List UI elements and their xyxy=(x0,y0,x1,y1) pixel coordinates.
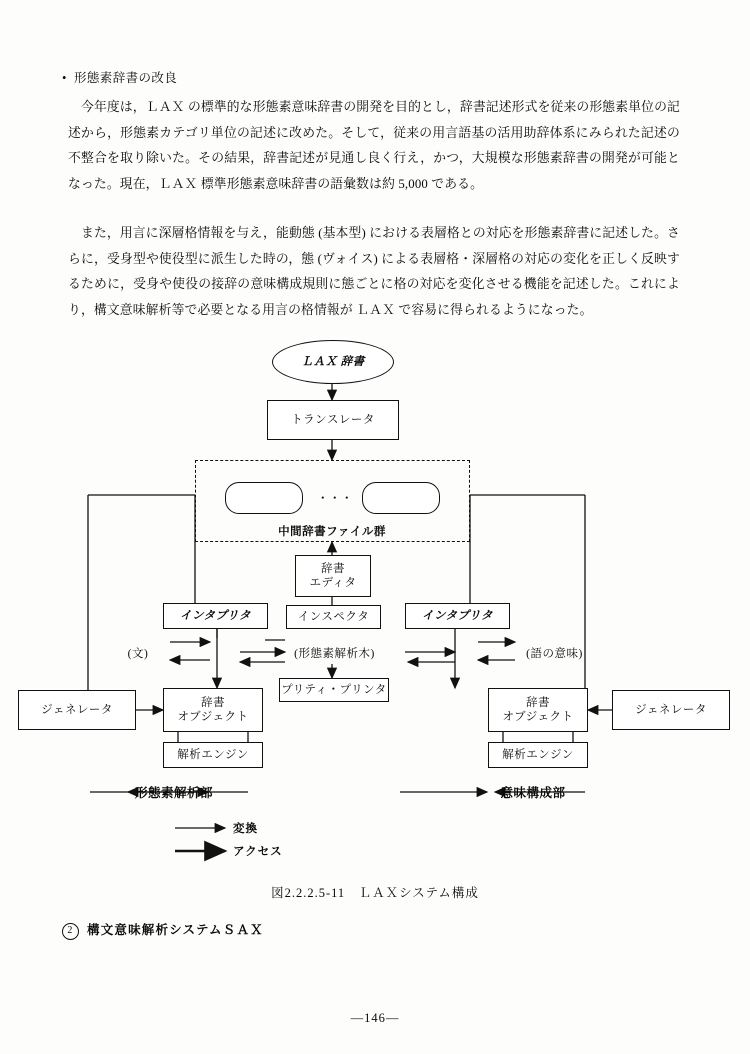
bullet-dot-icon: • xyxy=(62,71,67,85)
node-dictionary-editor-label-1: 辞書 xyxy=(321,563,345,575)
node-pretty-printer-label: プリティ・プリンタ xyxy=(281,684,387,696)
paragraph-1 xyxy=(68,95,680,197)
section-heading xyxy=(62,920,264,940)
node-generator-left xyxy=(18,690,136,730)
label-word-meaning: (語の意味) xyxy=(526,648,583,660)
node-inspector-label: インスペクタ xyxy=(297,611,370,623)
node-analysis-engine-left-label: 解析エンジン xyxy=(177,749,249,761)
node-dictionary-object-left-label-2: オブジェクト xyxy=(177,711,249,723)
label-sentence: (文) xyxy=(127,648,149,660)
intermediate-file-group-label: 中間辞書ファイル群 xyxy=(278,526,386,538)
section-number: 2 xyxy=(62,923,79,940)
label-section-morphology: 形態素解析部 xyxy=(134,786,213,800)
node-generator-left-label: ジェネレータ xyxy=(41,704,113,716)
node-analysis-engine-right xyxy=(488,742,588,768)
node-inspector xyxy=(286,605,381,629)
node-dictionary-object-right xyxy=(488,688,588,732)
legend-access: アクセス xyxy=(233,846,283,858)
node-interpreter-left-label: インタプリタ xyxy=(179,610,252,622)
label-section-semantics: 意味構成部 xyxy=(500,786,566,800)
node-dictionary-editor-label-2: エディタ xyxy=(309,577,357,589)
intermediate-files-ellipsis: ・・・ xyxy=(317,493,353,505)
node-analysis-engine-right-label: 解析エンジン xyxy=(502,749,574,761)
label-morph-tree: (形態素解析木) xyxy=(294,648,375,660)
node-lax-dictionary xyxy=(272,340,394,384)
node-analysis-engine-left xyxy=(163,742,263,768)
node-dictionary-object-right-label-1: 辞書 xyxy=(526,697,550,709)
node-translator-label: トランスレータ xyxy=(291,414,375,426)
paragraph-1-text: 今年度は，ＬＡＸ の標準的な形態素意味辞書の開発を目的とし，辞書記述形式を従来の形態素単位の記述から，形態素カテゴリ単位の記述に改めた。そして，従来の用言語基の活用助辞体系にみられた記述の不整合を取り除いた。その結果，辞書記述が見通し良く行え，かつ，大規模な形態素辞書の開発が可能となった。現在，ＬＡＸ 標準形態素意味辞書の語彙数は約 5,000 である。 xyxy=(68,100,680,191)
legend-conversion: 変換 xyxy=(233,823,258,835)
system-architecture-figure xyxy=(0,320,750,900)
node-interpreter-right xyxy=(405,603,510,629)
node-generator-right xyxy=(612,690,730,730)
bullet-heading-label: 形態素辞書の改良 xyxy=(74,71,178,85)
node-dictionary-editor xyxy=(295,555,371,597)
node-lax-dictionary-label: ＬＡＸ 辞書 xyxy=(301,356,365,368)
paragraph-2 xyxy=(68,221,680,323)
bullet-heading xyxy=(62,68,177,86)
node-dictionary-object-left-label-1: 辞書 xyxy=(201,697,225,709)
page-number: —146— xyxy=(350,1011,400,1025)
node-interpreter-right-label: インタプリタ xyxy=(421,610,494,622)
paragraph-2-text: また，用言に深層格情報を与え，能動態 (基本型) における表層格との対応を形態素辞書に記述した。さらに，受身型や使役型に派生した時の，態 (ヴォイス) による表層格・深層格の対応の変化を正しく反映するために，受身や使役の接辞の意味構成規則に態ごとに格の対応を変化させる機能を記述した。これにより，構文意味解析等で必要となる用言の格情報が ＬＡＸ で容易に得られるようになった。 xyxy=(68,226,680,317)
section-title: 構文意味解析システムＳＡＸ xyxy=(87,923,264,937)
node-dictionary-object-right-label-2: オブジェクト xyxy=(502,711,574,723)
figure-caption: 図2.2.2.5-11 ＬＡＸシステム構成 xyxy=(271,886,479,900)
node-generator-right-label: ジェネレータ xyxy=(635,704,707,716)
node-translator xyxy=(267,400,399,440)
node-dictionary-object-left xyxy=(163,688,263,732)
node-interpreter-left xyxy=(163,603,268,629)
node-intermediate-file-a xyxy=(225,482,303,514)
node-intermediate-file-b xyxy=(362,482,440,514)
node-pretty-printer xyxy=(279,678,389,702)
